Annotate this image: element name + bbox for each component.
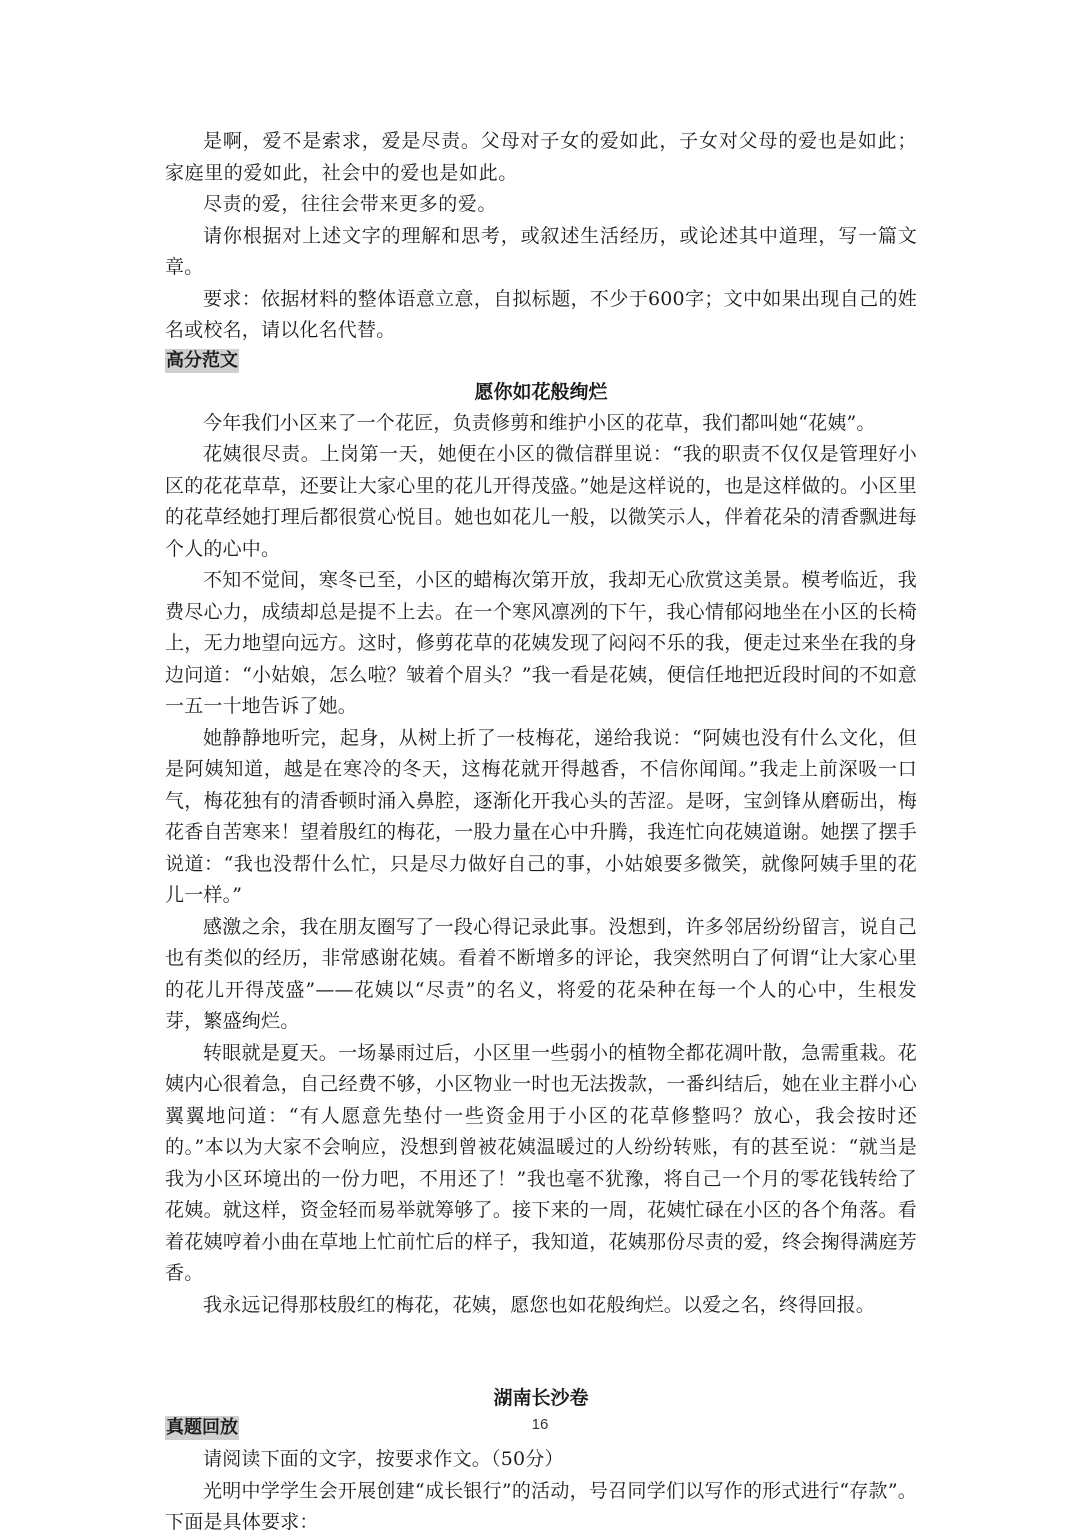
prompt-requirement: 要求：依据材料的整体语意立意，自拟标题，不少于600字；文中如果出现自己的姓名或校名，请以化名代替。 — [165, 287, 917, 341]
question-paragraph: 请阅读下面的文字，按要求作文。（50分） — [203, 1448, 564, 1470]
document-page — [165, 126, 917, 1539]
essay-paragraph: 她静静地听完，起身，从树上折了一枝梅花，递给我说：“阿姨也没有什么文化，但是阿姨知道，越是在寒冷的冬天，这梅花就开得越香，不信你闻闻。”我走上前深吸一口气，梅花独有的清香顿时涌入鼻腔，逐渐化开我心头的苦涩。是呀，宝剑锋从磨砺出，梅花香自苦寒来！望着殷红的梅花，一股力量在心中升腾，我连忙向花姨道谢。她摆了摆手说道：“我也没帮什么忙，只是尽力做好自己的事，小姑娘要多微笑，就像阿姨手里的花儿一样。” — [165, 726, 917, 906]
section-spacer — [165, 1321, 917, 1383]
question-paragraph: 光明中学学生会开展创建“成长银行”的活动，号召同学们以写作的形式进行“存款”。下面是具体要求： — [165, 1479, 917, 1533]
prompt-paragraph: 是啊，爱不是索求，爱是尽责。父母对子女的爱如此，子女对父母的爱也是如此；家庭里的爱如此，社会中的爱也是如此。 — [165, 130, 917, 184]
essay-label-row — [165, 347, 917, 377]
page-number: 16 — [531, 1416, 549, 1433]
essay-paragraph: 今年我们小区来了一个花匠，负责修剪和维护小区的花草，我们都叫她“花姨”。 — [203, 411, 876, 434]
essay-paragraph: 感激之余，我在朋友圈写了一段心得记录此事。没想到，许多邻居纷纷留言，说自己也有类似的经历，非常感谢花姨。看着不断增多的评论，我突然明白了何谓“让大家心里的花儿开得茂盛”——花姨以“尽责”的名义，将爱的花朵种在每一个人的心中，生根发芽，繁盛绚烂。 — [165, 915, 917, 1032]
essay-section-label: 高分范文 — [166, 349, 238, 371]
essay-paragraph: 我永远记得那枝殷红的梅花，花姨，愿您也如花般绚烂。以爱之名，终得回报。 — [203, 1293, 876, 1316]
essay-paragraph: 花姨很尽责。上岗第一天，她便在小区的微信群里说：“我的职责不仅仅是管理好小区的花花草草，还要让大家心里的花儿开得茂盛。”她是这样说的，也是这样做的。小区里的花草经她打理后都很赏心悦目。她也如花儿一般，以微笑示人，伴着花朵的清香飘进每个人的心中。 — [165, 443, 917, 560]
essay-title: 愿你如花般绚烂 — [474, 380, 608, 403]
essay-paragraph: 转眼就是夏天。一场暴雨过后，小区里一些弱小的植物全都花凋叶散，急需重栽。花姨内心很着急，自己经费不够，小区物业一时也无法拨款，一番纠结后，她在业主群小心翼翼地问道：“有人愿意先垫付一些资金用于小区的花草修整吗？放心，我会按时还的。”本以为大家不会响应，没想到曾被花姨温暖过的人纷纷转账，有的甚至说：“就当是我为小区环境出的一份力吧，不用还了！”我也毫不犹豫，将自己一个月的零花钱转给了花姨。就这样，资金轻而易举就筹够了。接下来的一周，花姨忙碌在小区的各个角落。看着花姨哼着小曲在草地上忙前忙后的样子，我知道，花姨那份尽责的爱，终会掬得满庭芳香。 — [165, 1041, 917, 1284]
essay-paragraph: 不知不觉间，寒冬已至，小区的蜡梅次第开放，我却无心欣赏这美景。模考临近，我费尽心力，成绩却总是提不上去。在一个寒风凛冽的下午，我心情郁闷地坐在小区的长椅上，无力地望向远方。这时，修剪花草的花姨发现了闷闷不乐的我，便走过来坐在我的身边问道：“小姑娘，怎么啦？皱着个眉头？”我一看是花姨，便信任地把近段时间的不如意一五一十地告诉了她。 — [165, 569, 917, 717]
section-title: 湖南长沙卷 — [493, 1387, 589, 1409]
question-section-label: 真题回放 — [166, 1417, 238, 1438]
prompt-instruction: 请你根据对上述文字的理解和思考，或叙述生活经历，或论述其中道理，写一篇文章。 — [165, 224, 917, 278]
prompt-paragraph: 尽责的爱，往往会带来更多的爱。 — [203, 193, 498, 215]
